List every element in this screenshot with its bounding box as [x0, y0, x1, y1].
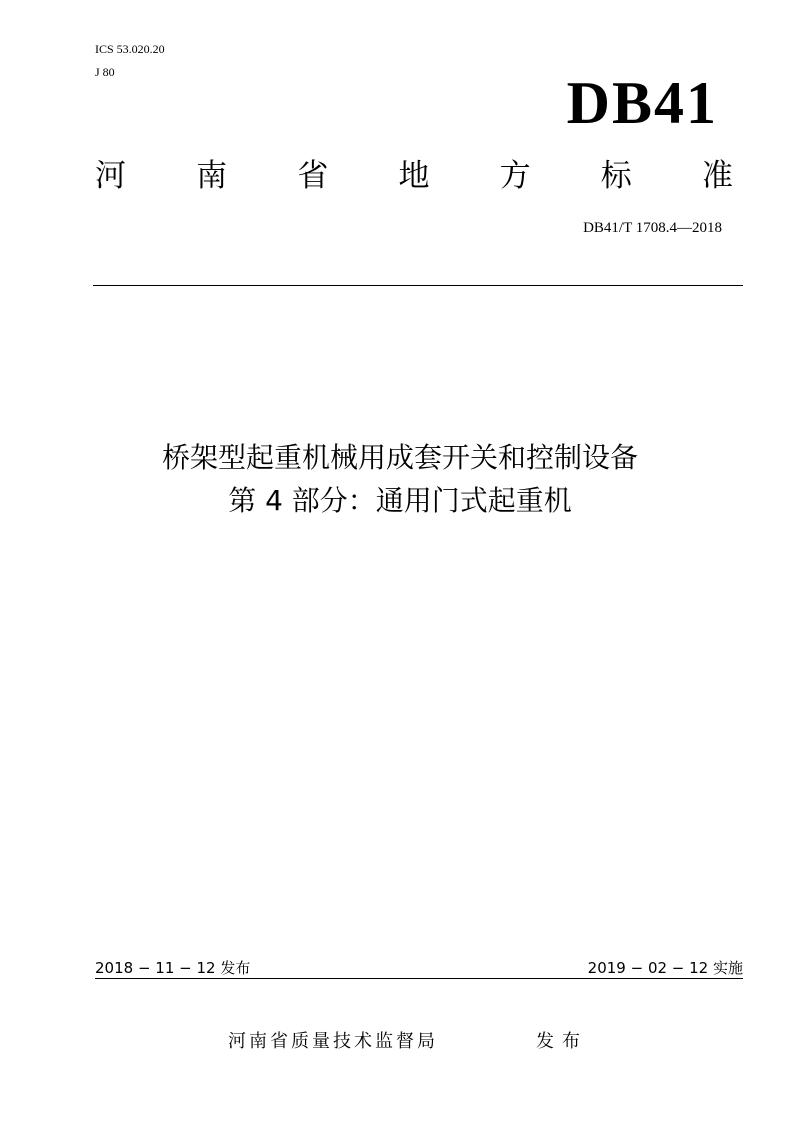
bottom-divider [95, 978, 743, 979]
issue-label: 发布 [536, 1031, 588, 1052]
standard-type-char: 标 [600, 158, 632, 194]
implementation-date: 2019 − 02 − 12 实施 [587, 959, 743, 977]
document-title-line-1: 桥架型起重机械用成套开关和控制设备 [161, 441, 638, 474]
standard-type-char: 地 [398, 158, 430, 194]
standard-type-char: 河 [95, 158, 126, 194]
top-divider [93, 285, 743, 286]
standard-type-char: 南 [196, 158, 228, 194]
standard-number: DB41/T 1708.4—2018 [583, 220, 722, 236]
standard-type-char: 方 [499, 158, 531, 194]
standard-type-heading [95, 156, 733, 196]
document-title-line-2: 第 4 部分：通用门式起重机 [228, 484, 572, 517]
issue-date: 2018 − 11 − 12 发布 [95, 959, 251, 977]
db41-logo: DB41 [566, 70, 718, 136]
standard-type-char: 省 [297, 158, 329, 194]
ics-code: ICS 53.020.20 [95, 42, 165, 56]
classification-code: J 80 [95, 65, 115, 79]
standard-type-char: 准 [701, 158, 733, 194]
issuing-authority: 河南省质量技术监督局 [228, 1031, 438, 1052]
